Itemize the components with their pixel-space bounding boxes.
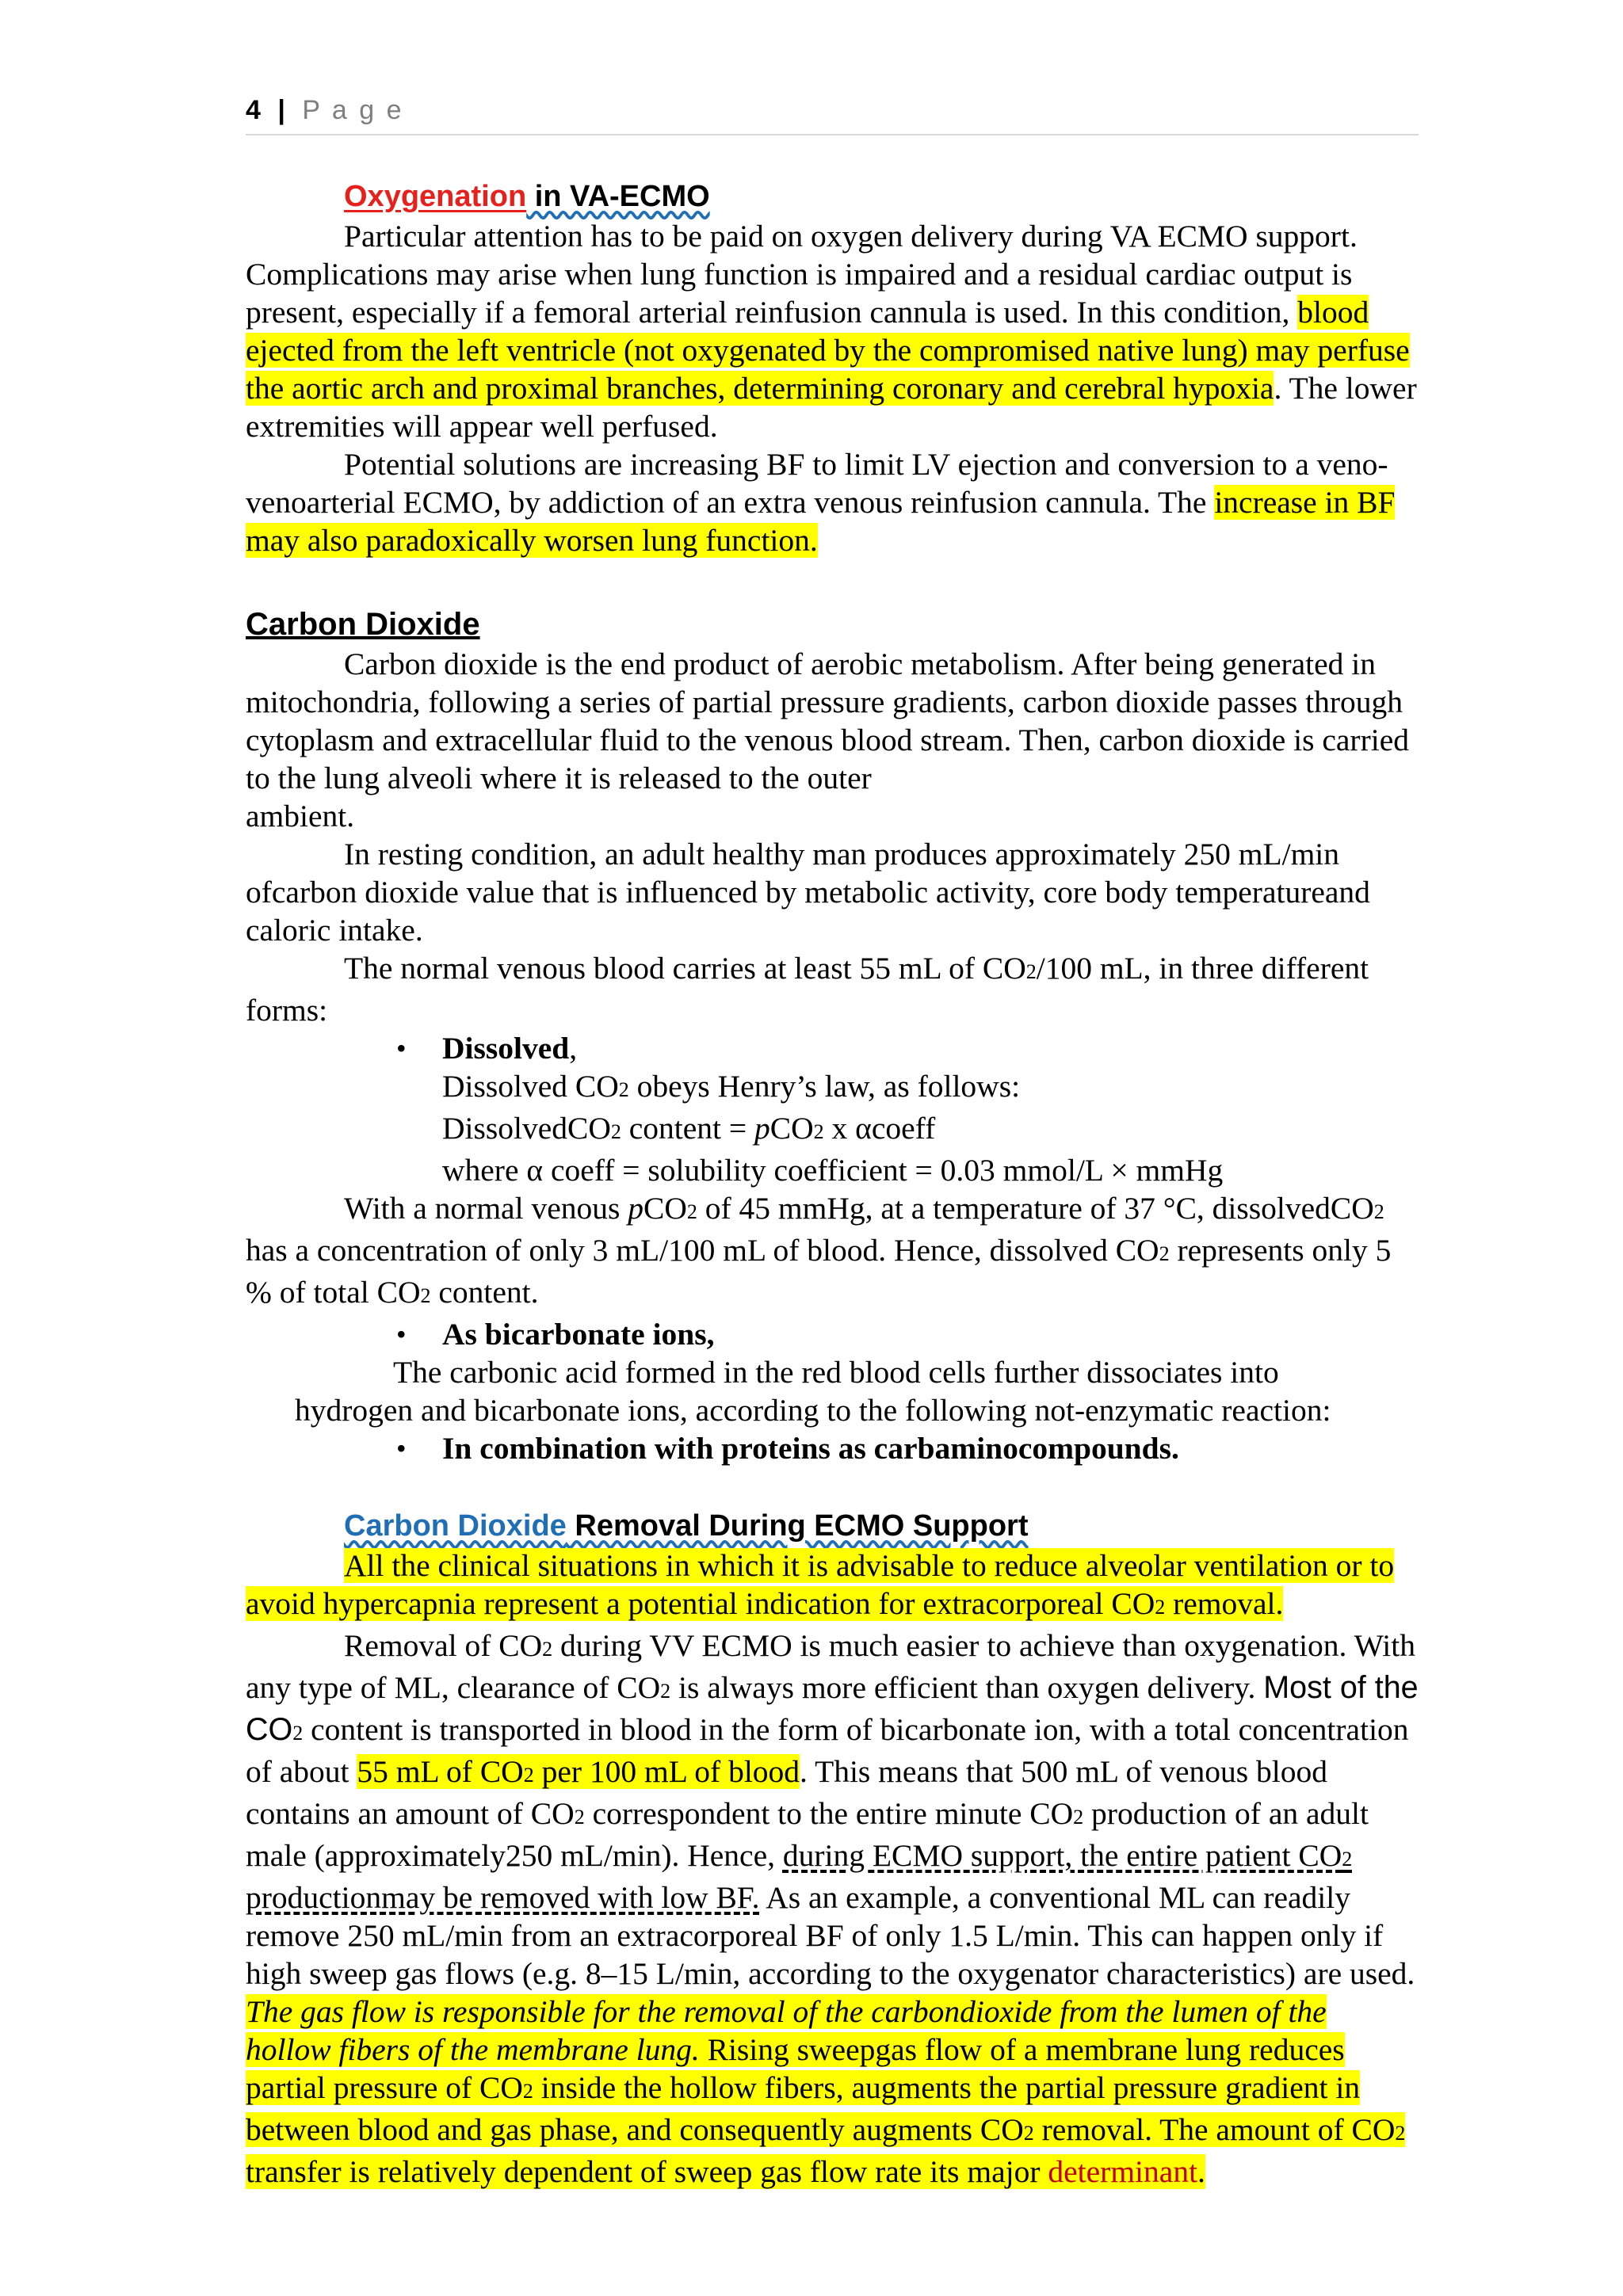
document-body — [246, 176, 1419, 2191]
highlighted-text: All the clinical situations in which it is advisable to reduce alveolar ventilation or to avoid hypercapnia represent a potential indication for extracorporeal CO2 removal. — [246, 1548, 1395, 1621]
bullet-icon: • — [396, 1432, 407, 1464]
bullet-icon: • — [396, 1318, 407, 1350]
co2-forms-list — [246, 1029, 1419, 1067]
equation-line: Dissolved CO2 obeys Henry’s law, as follows: — [442, 1069, 1021, 1104]
header-separator: | — [277, 95, 288, 125]
list-item: • In combination with proteins as carbaminocompounds. — [396, 1431, 1179, 1466]
paragraph: Potential solutions are increasing BF to limit LV ejection and conversion to a veno-venoarterial ECMO, by addiction of an extra venous reinfusion cannula. The increase in BF may also paradoxically worsen lung function. — [246, 447, 1396, 558]
paragraph: With a normal venous pCO2 of 45 mmHg, at a temperature of 37 °C, dissolvedCO2 has a concentration of only 3 mL/100 mL of blood. Hence, dissolved CO2 represents only 5 % of total CO2 content. — [246, 1191, 1392, 1310]
equation-line: DissolvedCO2 content = pCO2 x αcoeff — [442, 1111, 936, 1146]
page-number: 4 — [246, 95, 263, 125]
section-title-co2-removal: Carbon Dioxide Removal During ECMO Support — [344, 1509, 1029, 1543]
paragraph: The normal venous blood carries at least 55 mL of CO2/100 mL, in three different forms: — [246, 951, 1369, 1028]
page-label: P a g e — [302, 95, 404, 125]
co2-forms-list — [246, 1315, 1419, 1353]
paragraph: The carbonic acid formed in the red blood cells further dissociates into — [393, 1355, 1279, 1390]
bullet-icon: • — [396, 1032, 407, 1064]
section-title-carbon-dioxide: Carbon Dioxide — [246, 607, 480, 642]
highlighted-text: The gas flow is responsible for the removal of the carbondioxide from the lumen of the hollow fibers of the membrane lung. Rising sweepgas flow of a membrane lung reduces partial pressure of CO2 inside the hollow fibers, augments the partial pressure gradient in between blood and gas phase, and consequently augments CO2 removal. The amount of CO2 transfer is relatively dependent of sweep gas flow rate its major determinant. — [246, 1994, 1406, 2189]
dashed-underlined-text: during ECMO support, the entire patient CO2 productionmay be removed with low BF. — [246, 1838, 1353, 1915]
paragraph: Carbon dioxide is the end product of aerobic metabolism. After being generated in mitochondria, following a series of partial pressure gradients, carbon dioxide passes through cytoplasm and extracellular fluid to the venous blood stream. Then, carbon dioxide is carried to the lung alveoli where it is released to the outer ambient. — [246, 646, 1409, 833]
paragraph: hydrogen and bicarbonate ions, according to the following not-enzymatic reaction: — [295, 1393, 1331, 1428]
list-item: • Dissolved, — [396, 1031, 578, 1066]
highlighted-text: 55 mL of CO2 per 100 mL of blood — [357, 1754, 800, 1789]
section-title-oxygenation: Oxygenation in VA-ECMO — [344, 180, 710, 213]
paragraph: In resting condition, an adult healthy man produces approximately 250 mL/min ofcarbon dioxide value that is influenced by metabolic activity, core body temperatureand caloric intake. — [246, 837, 1370, 948]
paragraph: Removal of CO2 during VV ECMO is much easier to achieve than oxygenation. With any type of ML, clearance of CO2 is always more efficient than oxygen delivery. Most of the CO2 content is transported in blood in the form of bicarbonate ion, with a total concentration of about 55 mL of CO2 per 100 mL of blood. This means that 500 mL of venous blood contains an amount of CO2 correspondent to the entire minute CO2 production of an adult male (approximately250 mL/min). Hence, during ECMO support, the entire patient CO2 productionmay be removed with low BF. As an example, a conventional ML can readily remove 250 mL/min from an extracorporeal BF of only 1.5 L/min. This can happen only if high sweep gas flows (e.g. 8–15 L/min, according to the oxygenator characteristics) are used. The gas flow is responsible for the removal of the carbondioxide from the lumen of the hollow fibers of the membrane lung. Rising sweepgas flow of a membrane lung reduces partial pressure of CO2 inside the hollow fibers, augments the partial pressure gradient in between blood and gas phase, and consequently augments CO2 removal. The amount of CO2 transfer is relatively dependent of sweep gas flow rate its major determinant. — [246, 1628, 1419, 2189]
page-header — [246, 95, 1419, 135]
co2-forms-list — [246, 1429, 1419, 1467]
highlighted-text: blood ejected from the left ventricle (not oxygenated by the compromised native lung) may perfuse the aortic arch and proximal branches, determining coronary and cerebral hypoxia — [246, 295, 1410, 406]
equation-line: where α coeff = solubility coefficient = 0.03 mmol/L × mmHg — [442, 1153, 1224, 1188]
paragraph — [246, 1547, 1419, 1627]
highlighted-text: increase in BF may also paradoxically worsen lung function. — [246, 485, 1396, 558]
paragraph: Particular attention has to be paid on oxygen delivery during VA ECMO support. Complications may arise when lung function is impaired and a residual cardiac output is present, especially if a femoral arterial reinfusion cannula is used. In this condition, blood ejected from the left ventricle (not oxygenated by the compromised native lung) may perfuse the aortic arch and proximal branches, determining coronary and cerebral hypoxia. The lower extremities will appear well perfused. — [246, 219, 1417, 444]
list-item: • As bicarbonate ions, — [396, 1317, 715, 1352]
